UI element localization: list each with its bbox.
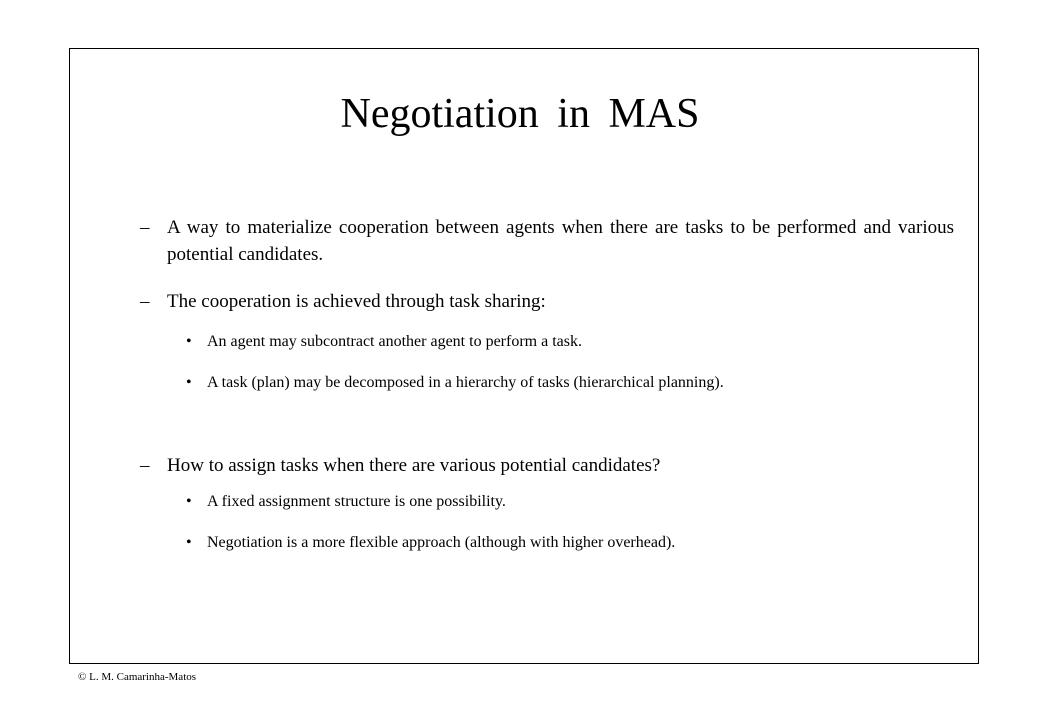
dash-marker: –	[140, 291, 150, 312]
bullet-marker: •	[186, 374, 192, 391]
bullet-marker: •	[186, 534, 192, 551]
bullet-marker: •	[186, 493, 192, 510]
main-point-text: The cooperation is achieved through task sharing:	[167, 291, 546, 312]
footer-copyright: © L. M. Camarinha-Matos	[78, 671, 197, 683]
sub-point-1	[186, 331, 954, 353]
main-point-2	[140, 288, 954, 315]
dash-marker: –	[140, 455, 150, 476]
sub-point-2	[186, 372, 954, 394]
main-point-3	[140, 452, 954, 479]
main-point-text: How to assign tasks when there are various potential candidates?	[167, 455, 661, 476]
main-point-text: A way to materialize cooperation between agents when there are tasks to be performed and various potential candidates.	[167, 217, 954, 265]
sub-point-text: A fixed assignment structure is one possibility.	[207, 493, 506, 510]
sub-point-text: Negotiation is a more flexible approach (although with higher overhead).	[207, 534, 676, 551]
main-point-1	[140, 214, 954, 268]
slide-title: Negotiation in MAS	[340, 91, 700, 137]
sub-point-3	[186, 491, 954, 513]
sub-point-text: A task (plan) may be decomposed in a hierarchy of tasks (hierarchical planning).	[207, 374, 724, 391]
sub-point-text: An agent may subcontract another agent to perform a task.	[207, 333, 582, 350]
sub-point-4	[186, 532, 954, 554]
dash-marker: –	[140, 217, 150, 238]
bullet-marker: •	[186, 333, 192, 350]
